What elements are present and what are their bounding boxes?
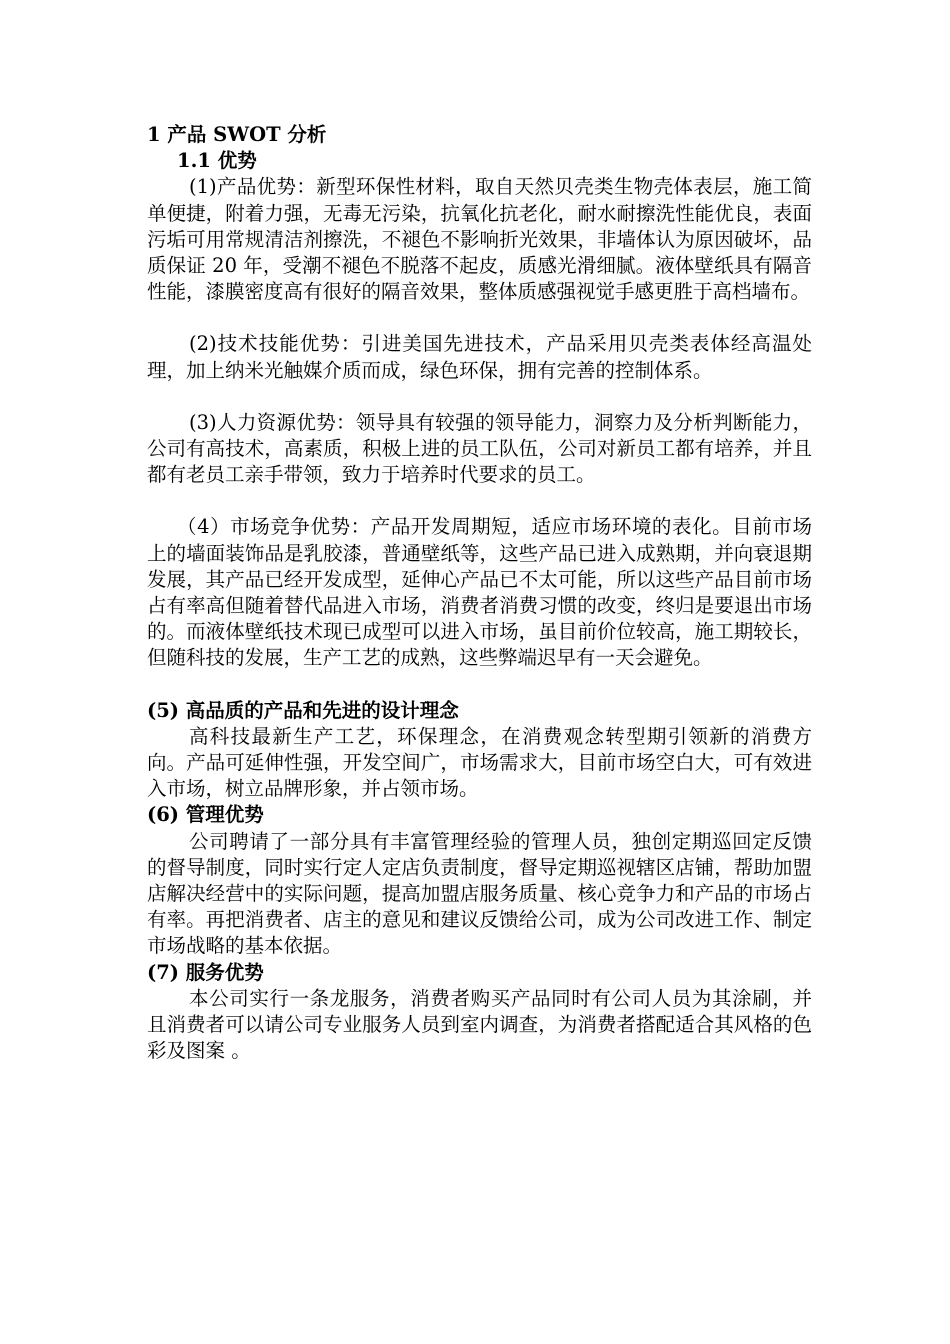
paragraph-management-advantage: 公司聘请了一部分具有丰富管理经验的管理人员，独创定期巡回定反馈的督导制度，同时实行定人定店负责制度，督导定期巡视辖区店铺，帮助加盟店解决经营中的实际问题，提高加盟店服务质量、核心竞争力和产品的市场占有率。再把消费者、店主的意见和建议反馈给公司，成为公司改进工作、制定市场战略的基本依据。 <box>147 829 812 958</box>
heading-quality-design: (5) 高品质的产品和先进的设计理念 <box>147 698 459 722</box>
paragraph-service-advantage: 本公司实行一条龙服务，消费者购买产品同时有公司人员为其涂刷，并且消费者可以请公司专业服务人员到室内调查，为消费者搭配适合其风格的色彩及图案 。 <box>147 986 812 1063</box>
paragraph-technical-advantage: (2)技术技能优势：引进美国先进技术，产品采用贝壳类表体经高温处理，加上纳米光触媒介质而成，绿色环保，拥有完善的控制体系。 <box>147 332 812 382</box>
heading-management-advantage: (6) 管理优势 <box>147 803 264 827</box>
heading-service-advantage: (7) 服务优势 <box>147 960 264 984</box>
heading-strengths: 1.1 优势 <box>177 149 257 173</box>
document-body <box>147 122 812 1065</box>
paragraph-spacer <box>147 488 812 514</box>
paragraph-market-competition-advantage: （4）市场竞争优势：产品开发周期短，适应市场环境的表化。目前市场上的墙面装饰品是乳胶漆，普通壁纸等，这些产品已进入成熟期，并向衰退期发展，其产品已经开发成型，延伸心产品已不太可能，所以这些产品目前市场占有率高但随着替代品进入市场，消费者消费习惯的改变，终归是要退出市场的。而液体壁纸技术现已成型可以进入市场，虽目前价位较高，施工期较长，但随科技的发展，生产工艺的成熟，这些弊端迟早有一天会避免。 <box>147 515 812 670</box>
paragraph-spacer <box>147 305 812 331</box>
paragraph-spacer <box>147 672 812 698</box>
paragraph-product-advantage: (1)产品优势：新型环保性材料，取自天然贝壳类生物壳体表层，施工简单便捷，附着力强，无毒无污染，抗氧化抗老化，耐水耐擦洗性能优良，表面污垢可用常规清洁剂擦洗，不褪色不影响折光效果，非墙体认为原因破坏，品质保证 20 年，受潮不褪色不脱落不起皮，质感光滑细腻。液体壁纸具有隔音性能，漆膜密度高有很好的隔音效果，整体质感强视觉手感更胜于高档墙布。 <box>147 175 812 304</box>
paragraph-spacer <box>147 384 812 410</box>
paragraph-hr-advantage: (3)人力资源优势：领导具有较强的领导能力，洞察力及分析判断能力，公司有高技术，高素质，积极上进的员工队伍，公司对新员工都有培养，并且都有老员工亲手带领，致力于培养时代要求的员工。 <box>147 410 812 487</box>
heading-swot-analysis: 1 产品 SWOT 分析 <box>147 123 327 146</box>
paragraph-quality-design: 高科技最新生产工艺，环保理念，在消费观念转型期引领新的消费方向。产品可延伸性强，开发空间广，市场需求大，目前市场空白大，可有效进入市场，树立品牌形象，并占领市场。 <box>147 724 812 801</box>
